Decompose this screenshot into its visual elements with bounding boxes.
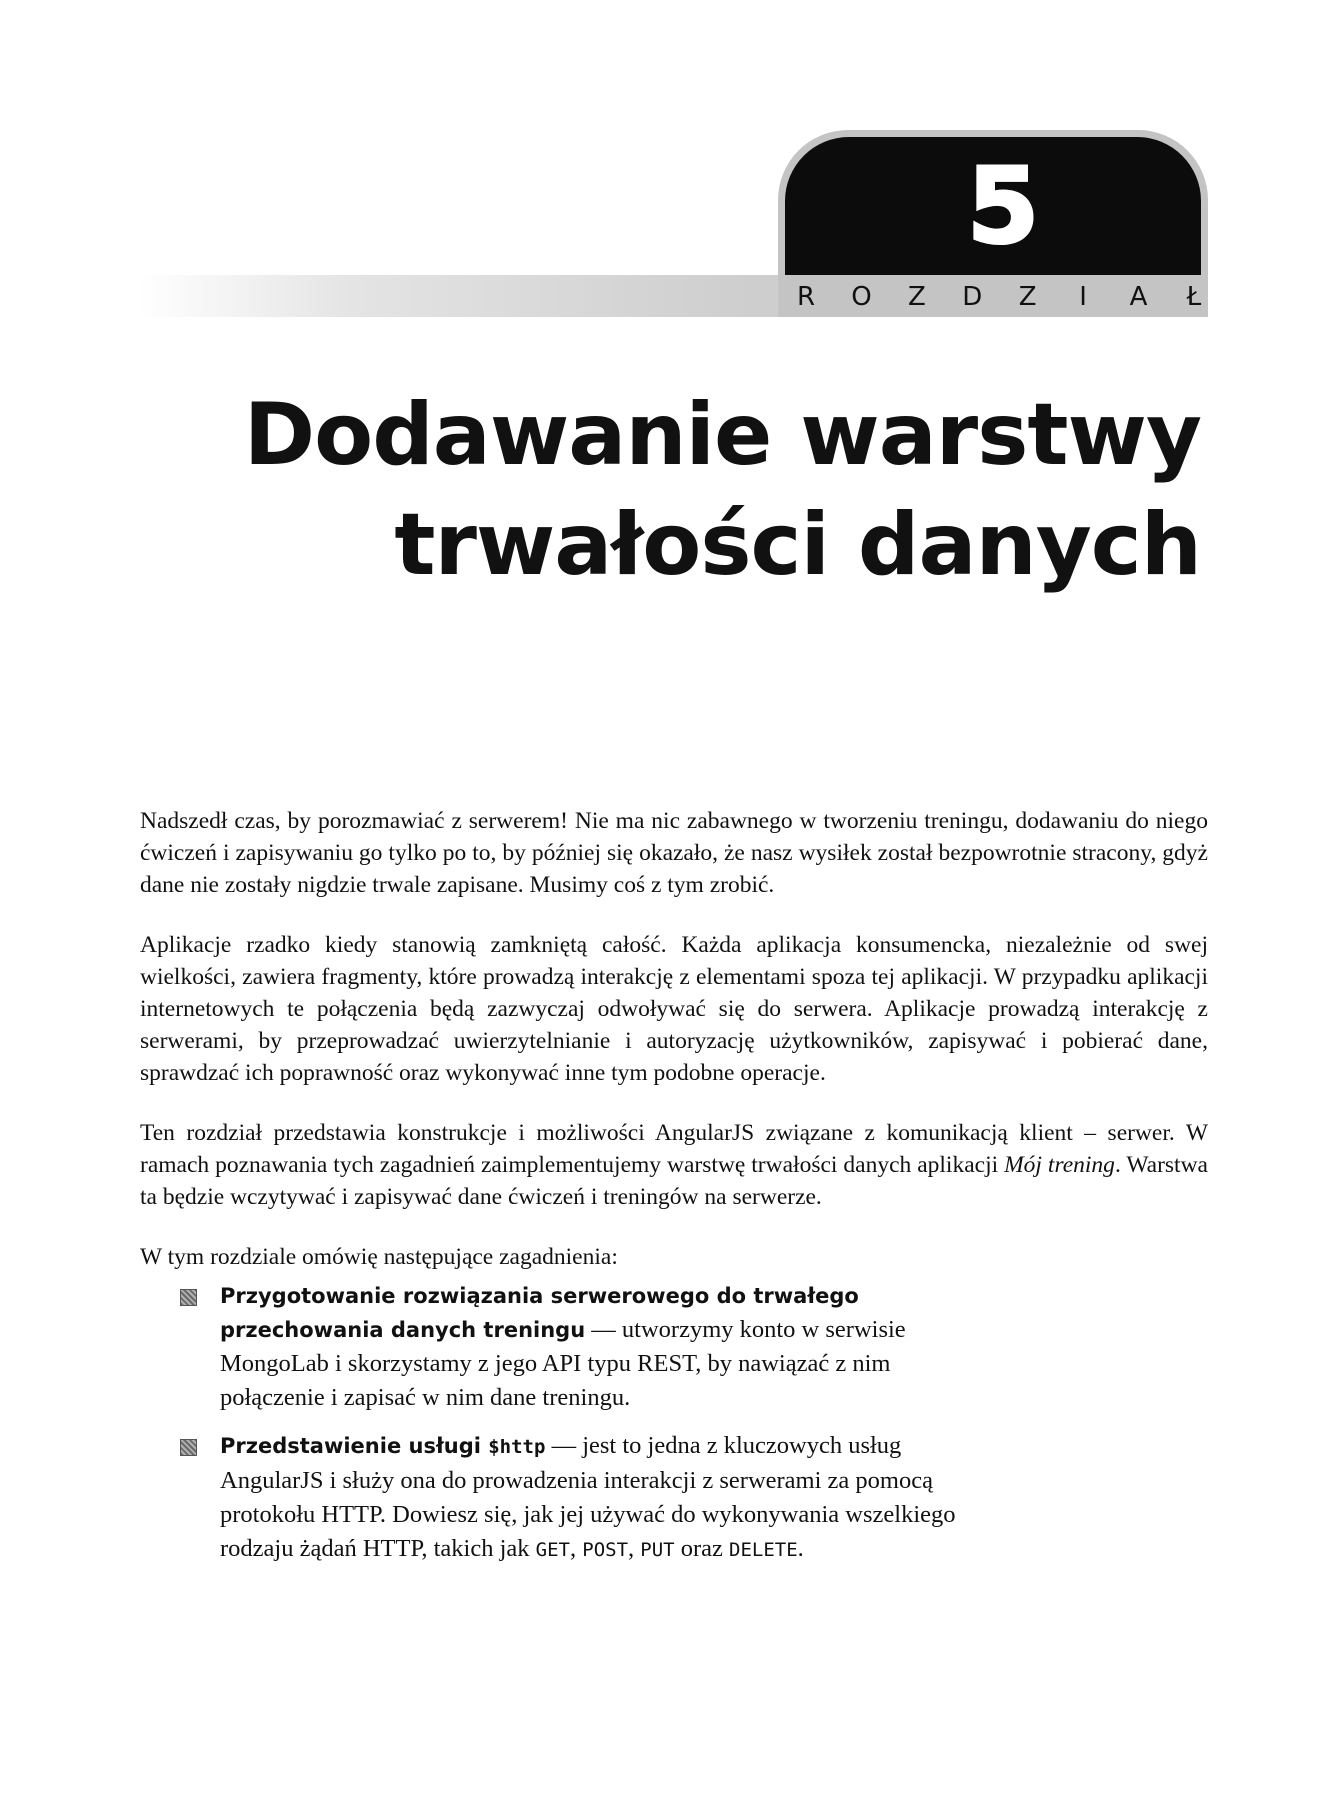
- paragraph-applications: Aplikacje rzadko kiedy stanowią zamkniętą całość. Każda aplikacja konsumencka, niezależnie od swej wielkości, zawiera fragmenty, które prowadzą interakcję z elementami spoza tej aplikacji. W przypadku aplikacji internetowych te połączenia będą zazwyczaj odwoływać się do serwera. Aplikacje prowadzą interakcję z serwerami, by przeprowadzać uwierzytelnianie i autoryzację użytkowników, zapisywać i pobierać dane, sprawdzać ich poprawność oraz wykonywać inne tym podobne operacje.: [140, 932, 1208, 1086]
- separator: oraz: [674, 1535, 730, 1562]
- topics-intro: W tym rozdziale omówię następujące zagadnienia:: [140, 1244, 618, 1270]
- topic-text: — utworzymy konto w serwisie MongoLab i skorzystamy z jego API typu REST, by nawiązać z nim połączenie i zapisać w nim dane treningu.: [220, 1316, 906, 1411]
- list-item: [140, 1279, 1208, 1415]
- chapter-title-line-1: Dodawanie warstwy: [243, 385, 1201, 485]
- app-name: Mój trening: [1004, 1152, 1115, 1178]
- chapter-label-letter: Ł: [1186, 282, 1202, 312]
- paragraph-text: Ten rozdział przedstawia konstrukcje i możliwości AngularJS związane z komunikacją klient – serwer. W ramach poznawania tych zagadnień zaimplementujemy warstwę trwałości danych aplikacji: [140, 1120, 1208, 1178]
- square-bullet-icon: [180, 1439, 197, 1456]
- sentence-end: .: [797, 1535, 804, 1562]
- http-method: GET: [535, 1539, 570, 1561]
- chapter-title: [201, 380, 1201, 600]
- separator: ,: [628, 1535, 641, 1562]
- chapter-label-letter: Z: [1018, 282, 1037, 312]
- chapter-title-line-2: trwałości danych: [394, 495, 1201, 595]
- chapter-label-letter: R: [796, 282, 816, 312]
- topic-text: — jest to jedna z kluczowych usług AngularJS i służy ona do prowadzenia interakcji z serwerami za pomocą protokołu HTTP. Dowiesz się, jak jej używać do wykonywania wszelkiego rodzaju żądań HTTP, takich jak: [220, 1432, 956, 1562]
- http-method: POST: [582, 1539, 629, 1561]
- chapter-label-letter: A: [1129, 282, 1148, 312]
- chapter-body: [140, 805, 1208, 1581]
- chapter-label-letter: I: [1079, 282, 1087, 312]
- topics-list: [140, 1279, 1208, 1567]
- chapter-label-letter: Z: [907, 282, 926, 312]
- chapter-label: [790, 280, 1210, 314]
- paragraph-intro: Nadszedł czas, by porozmawiać z serwerem! Nie ma nic zabawnego w tworzeniu treningu, dodawaniu do niego ćwiczeń i zapisywaniu go tylko po to, by później się okazało, że nasz wysiłek został bezpowrotnie stracony, gdyż dane nie zostały nigdzie trwale zapisane. Musimy coś z tym zrobić.: [140, 808, 1208, 898]
- code-http: $http: [488, 1436, 546, 1458]
- paragraph-text: . Warstwa ta będzie wczytywać i zapisywać dane ćwiczeń i treningów na serwerze.: [140, 1152, 1208, 1210]
- separator: ,: [570, 1535, 583, 1562]
- list-item: [140, 1429, 1208, 1567]
- http-method: DELETE: [729, 1539, 798, 1561]
- paragraph-chapter-scope: [140, 1117, 1208, 1213]
- chapter-number: 5: [966, 145, 1040, 267]
- chapter-label-letter: D: [962, 282, 983, 312]
- topic-heading: Przedstawienie usługi: [220, 1434, 489, 1458]
- topic-heading: Przygotowanie rozwiązania serwerowego do trwałego przechowania danych treningu: [220, 1284, 859, 1342]
- square-bullet-icon: [180, 1289, 197, 1306]
- http-method: PUT: [640, 1539, 675, 1561]
- chapter-label-letter: O: [851, 282, 872, 312]
